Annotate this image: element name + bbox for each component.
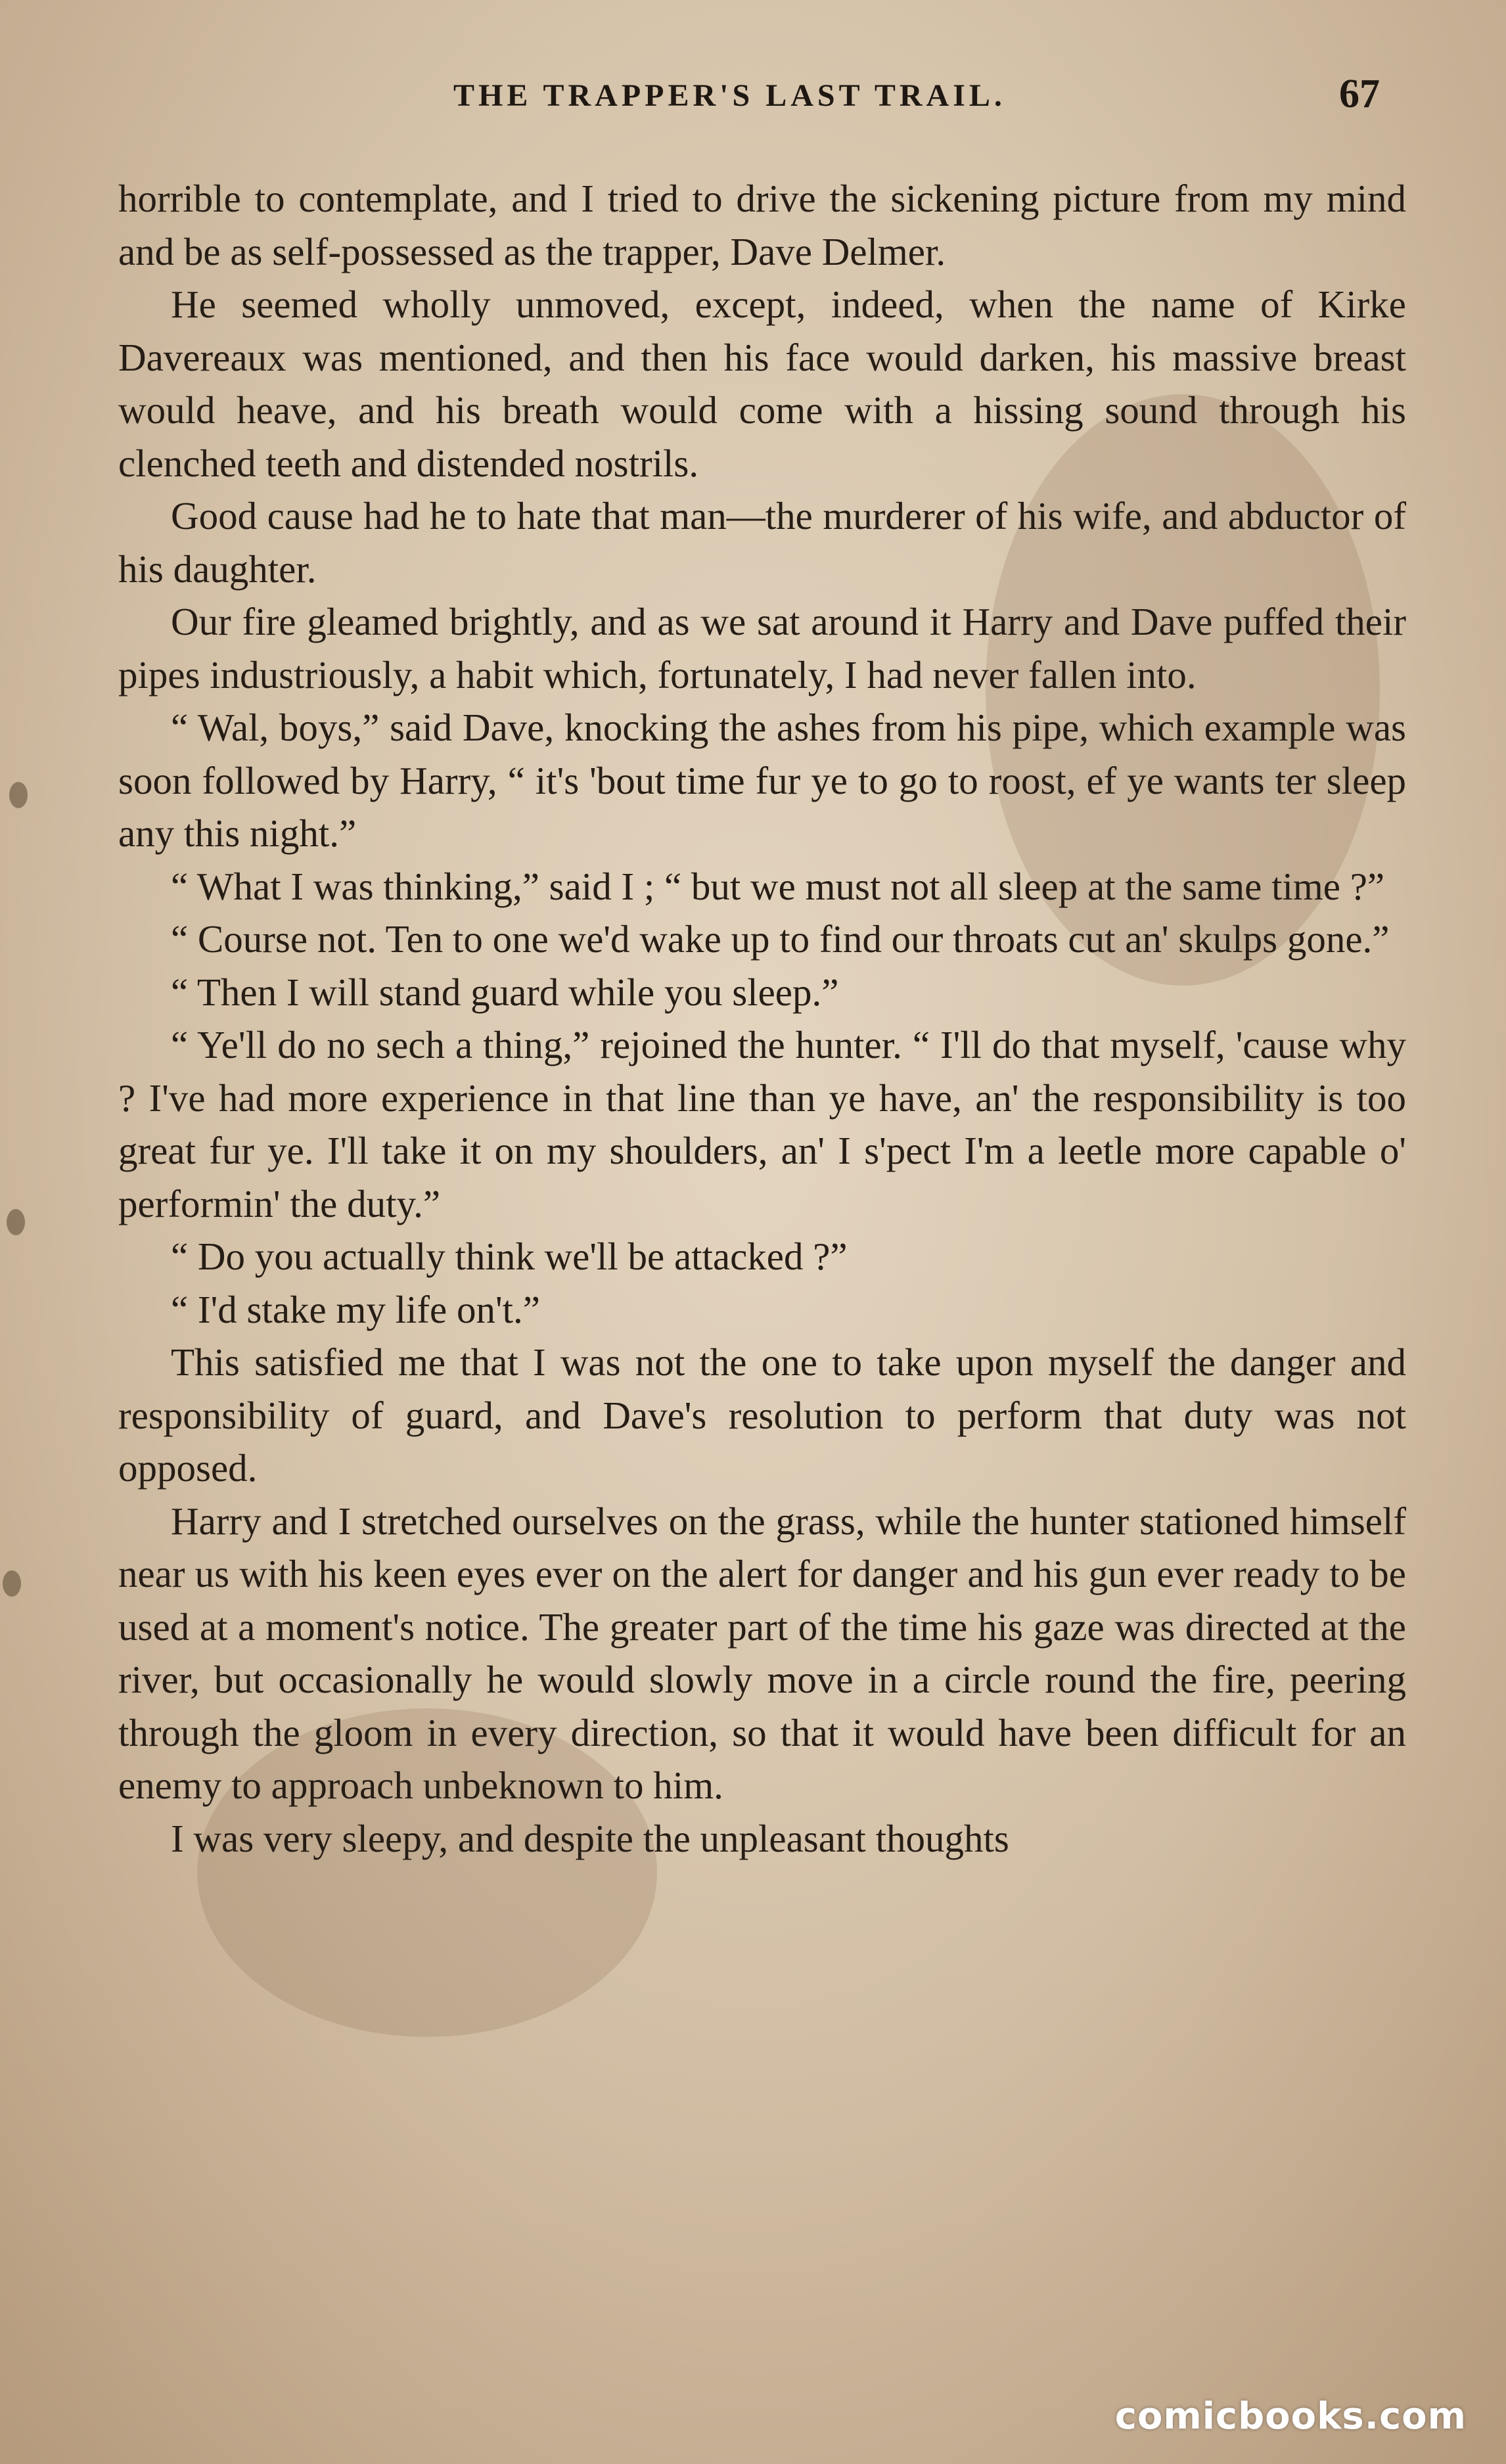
paragraph: This satisfied me that I was not the one to take upon myself the danger and responsibility of guard, and Dave's resolution to perform that duty was not opposed. — [118, 1340, 1406, 1490]
site-watermark: comicbooks.com — [1114, 2395, 1467, 2438]
paragraph: “ Ye'll do no sech a thing,” rejoined the hunter. “ I'll do that myself, 'cause why ? I've had more experience in that line than ye have, an' the responsibility is too great fur ye. I'll take it on my shoulders, an' I s'pect I'm a leetle more capable o' performin' the duty.” — [118, 1023, 1406, 1225]
paragraph: horrible to contemplate, and I tried to drive the sickening picture from my mind and be as self-possessed as the trapper, Dave Delmer. — [118, 177, 1406, 273]
edge-damage-mark — [7, 1209, 25, 1235]
paragraph: “ I'd stake my life on't.” — [171, 1287, 540, 1331]
edge-damage-mark — [9, 782, 28, 808]
page-header — [118, 71, 1380, 124]
paragraph: “ Do you actually think we'll be attacked ?” — [171, 1235, 848, 1278]
paragraph: “ Then I will stand guard while you sleep.” — [171, 970, 839, 1014]
paragraph: “ What I was thinking,” said I ; “ but we must not all sleep at the same time ?” — [171, 864, 1385, 908]
page-number: 67 — [1339, 72, 1380, 116]
running-title: THE TRAPPER'S LAST TRAIL. — [453, 78, 1006, 113]
body-text — [118, 172, 1406, 1865]
paragraph: “ Wal, boys,” said Dave, knocking the ashes from his pipe, which example was soon followed by Harry, “ it's 'bout time fur ye to go to roost, ef ye wants ter sleep any this night.” — [118, 706, 1406, 855]
paragraph: Good cause had he to hate that man—the murderer of his wife, and abductor of his daughter. — [118, 494, 1406, 591]
paragraph: “ Course not. Ten to one we'd wake up to find our throats cut an' skulps gone.” — [171, 917, 1390, 961]
paragraph: Harry and I stretched ourselves on the grass, while the hunter stationed himself near us with his keen eyes ever on the alert for danger and his gun ever ready to be used at a moment's notice. The greater part of the time his gaze was directed at the river, but occasionally he would slowly move in a circle round the fire, peering through the gloom in every direction, so that it would have been difficult for an enemy to approach unbeknown to him. — [118, 1499, 1406, 1807]
edge-damage-mark — [3, 1570, 21, 1597]
paragraph: I was very sleepy, and despite the unpleasant thoughts — [171, 1816, 1009, 1860]
paragraph: He seemed wholly unmoved, except, indeed, when the name of Kirke Davereaux was mentioned, and then his face would darken, his massive breast would heave, and his breath would come with a hissing sound through his clenched teeth and distended nostrils. — [118, 283, 1406, 485]
paragraph: Our fire gleamed brightly, and as we sat around it Harry and Dave puffed their pipes industriously, a habit which, fortunately, I had never fallen into. — [118, 600, 1406, 696]
